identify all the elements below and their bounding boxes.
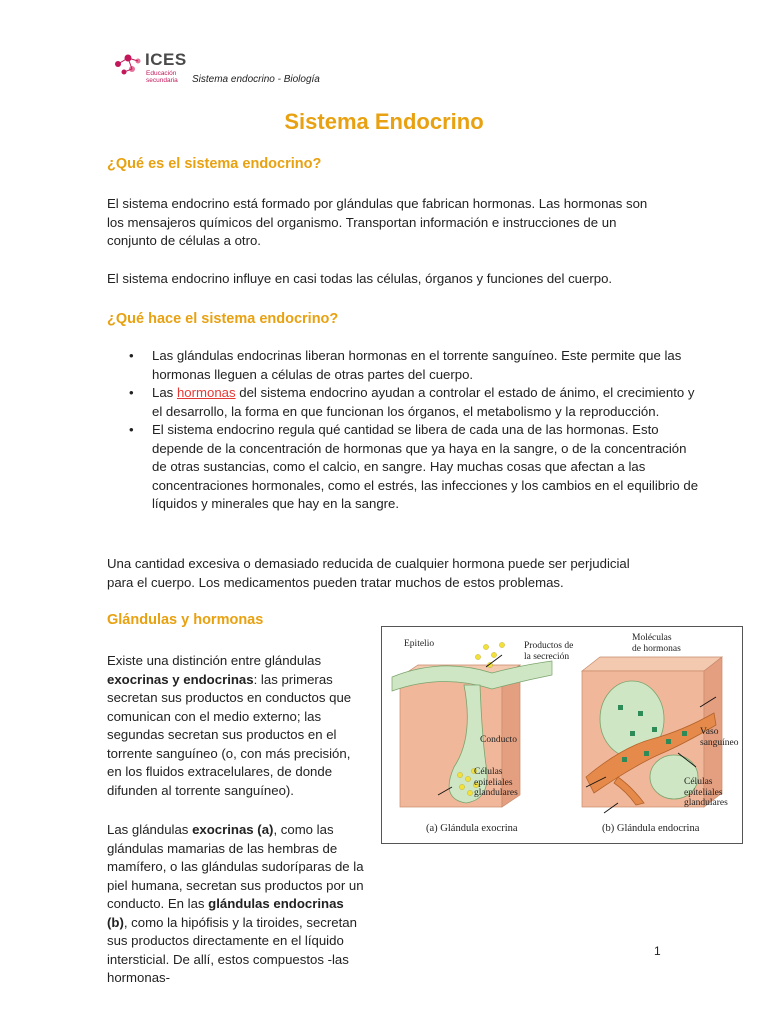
logo-subtitle-2: secundaria — [146, 77, 178, 84]
bullet-text-2a: Las — [152, 385, 177, 400]
label-vaso — [700, 727, 739, 748]
bullet-item-3 — [152, 421, 700, 514]
heading-glandulas: Glándulas y hormonas — [107, 612, 264, 628]
label-celulas-b-2: epiteliales — [684, 787, 723, 798]
caption-endocrine: (b) Glándula endocrina — [602, 823, 700, 834]
gland-diagram-figure — [381, 626, 743, 844]
bullet-item-1 — [152, 347, 700, 384]
distinction-text-b: : las primeras secretan sus productos en conductos que comunican con el medio externo; las segundas secretan sus productos en el torrente sanguíneo (o, con más precisión, en los fluidos extracelulares, de donde difunden al torrente sanguíneo). — [107, 671, 352, 798]
paragraph-influence: El sistema endocrino influye en casi todas las células, órganos y funciones del cuerpo. — [107, 271, 613, 286]
distinction-bold: exocrinas y endocrinas — [107, 671, 254, 687]
page-title: Sistema Endocrino — [284, 109, 484, 134]
bullet-text-1: Las glándulas endocrinas liberan hormonas en el torrente sanguíneo. Este permite que las hormonas lleguen a células de otras partes del cuerpo. — [152, 348, 682, 382]
paragraph-distinction — [107, 652, 365, 800]
label-moleculas-1: Moléculas — [632, 633, 672, 643]
label-celulas-a-1: Células — [474, 767, 503, 777]
label-celulas-a-2: epiteliales — [474, 777, 513, 788]
label-productos — [524, 641, 573, 662]
label-moleculas — [632, 633, 681, 654]
hormonas-link[interactable]: hormonas — [176, 385, 236, 400]
page-number: 1 — [654, 944, 661, 958]
exocrine-text-b: , como las glándulas mamarias de las hembras de mamífero, o las glándulas sudoríparas de la piel humana, secretan sus productos por un conducto. En las — [107, 822, 364, 911]
exocrine-bold-b: glándulas endocrinas (b) — [107, 896, 344, 930]
label-celulas-b-1: Células — [684, 777, 713, 787]
label-productos-1: Productos de — [524, 641, 574, 651]
paragraph-closing: Una cantidad excesiva o demasiado reducida de cualquier hormona puede ser perjudicial para el cuerpo. Los medicamentos pueden tratar muchos de estos problemas. — [107, 556, 630, 590]
heading-que-hace: ¿Qué hace el sistema endocrino? — [107, 311, 339, 327]
label-celulas-a-3: glandulares — [474, 788, 518, 798]
paragraph-exocrine — [107, 821, 652, 988]
bullet-text-3: El sistema endocrino regula qué cantidad se libera de cada una de las hormonas. Esto depende de la concentración de hormonas que ya haya en la sangre, o de la concentración de otras sustancias, como el calcio, en sangre. Hay muchas cosas que afectan a las concentraciones hormonales, como el estrés, las infecciones y los cambios en el equilibrio de líquidos y minerales que hay en la sangre. — [152, 422, 699, 511]
header-note: Sistema endocrino - Biología — [192, 74, 320, 85]
caption-exocrine: (a) Glándula exocrina — [426, 823, 518, 834]
bullet-item-2 — [152, 384, 700, 421]
label-moleculas-2: de hormonas — [632, 643, 681, 654]
label-vaso-1: Vaso — [700, 727, 719, 737]
function-bullet-list — [107, 347, 700, 514]
label-productos-2: la secreción — [524, 651, 570, 662]
heading-que-es: ¿Qué es el sistema endocrino? — [107, 156, 322, 172]
exocrine-text-c: , como la hipófisis y la tiroides, secretan sus productos directamente en el líquido intersticial. De allí, estos compuestos -las hormonas- — [107, 914, 357, 985]
label-epitelio: Epitelio — [404, 639, 435, 649]
exocrine-bold-a: exocrinas (a) — [192, 822, 274, 837]
logo-subtitle-1: Educación — [146, 70, 177, 77]
label-conducto: Conducto — [480, 735, 517, 745]
logo-name: ICES — [145, 50, 187, 69]
bullet-text-2b: del sistema endocrino ayudan a controlar el estado de ánimo, el crecimiento y el desarrollo, la forma en que funcionan los órganos, el metabolismo y la reproducción. — [152, 385, 695, 419]
label-celulas-b-3: glandulares — [684, 798, 728, 808]
label-celulas-b — [684, 777, 728, 809]
paragraph-definition: El sistema endocrino está formado por glándulas que fabrican hormonas. Las hormonas son los mensajeros químicos del organismo. Transportan información e instrucciones de un conjunto de células a otro. — [107, 196, 648, 248]
label-celulas-a — [474, 767, 518, 799]
label-vaso-2: sanguíneo — [700, 737, 739, 748]
exocrine-text-a: Las glándulas — [107, 822, 193, 837]
distinction-text-a: Existe una distinción entre glándulas — [107, 653, 322, 668]
